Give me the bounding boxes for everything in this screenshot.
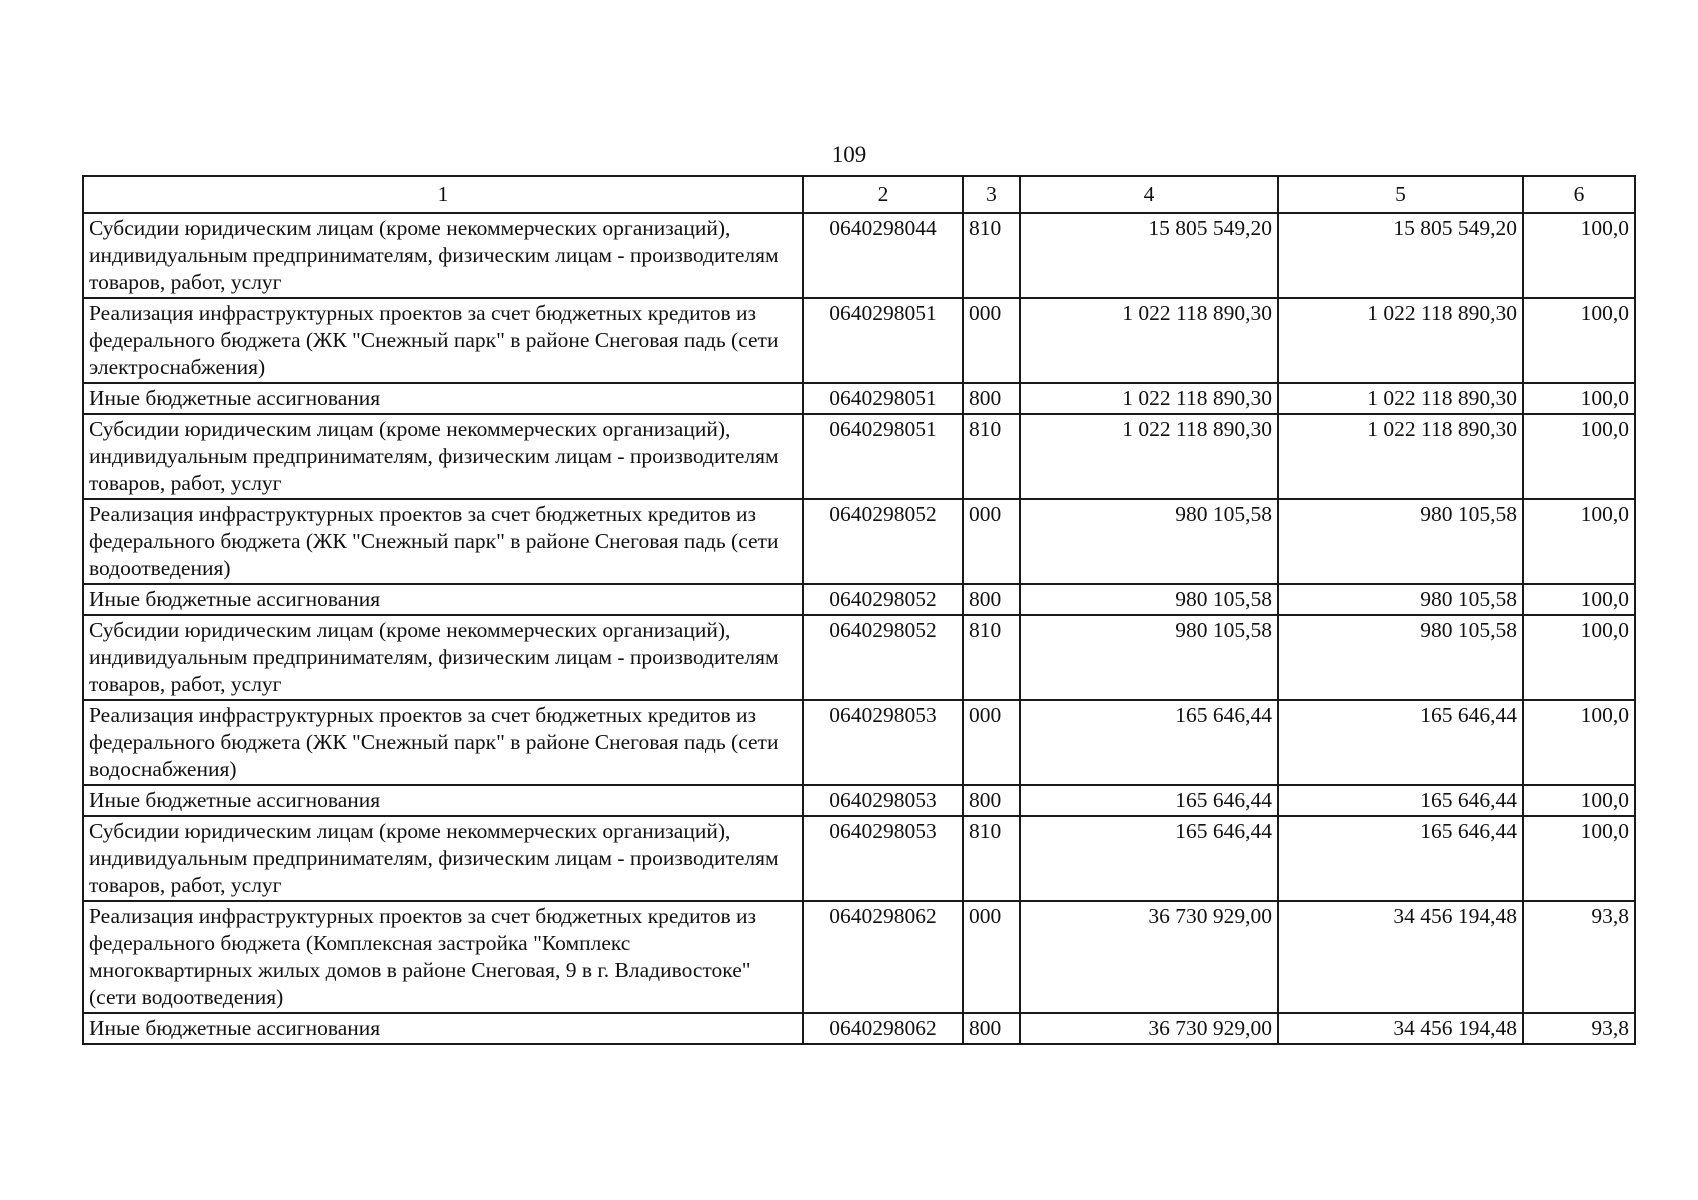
row-percent: 93,8 <box>1523 1013 1635 1044</box>
row-name: Субсидии юридическим лицам (кроме некоммерческих организаций), индивидуальным предпринимателям, физическим лицам - производителям товаров, работ, услуг <box>83 414 803 499</box>
row-planned-amount: 165 646,44 <box>1020 785 1278 816</box>
row-name: Реализация инфраструктурных проектов за счет бюджетных кредитов из федерального бюджета (ЖК "Снежный парк" в районе Снеговая падь (сети водоотведения) <box>83 499 803 584</box>
row-name: Субсидии юридическим лицам (кроме некоммерческих организаций), индивидуальным предпринимателям, физическим лицам - производителям товаров, работ, услуг <box>83 213 803 298</box>
row-actual-amount: 34 456 194,48 <box>1278 901 1523 1013</box>
column-header: 1 <box>83 176 803 213</box>
row-actual-amount: 1 022 118 890,30 <box>1278 414 1523 499</box>
row-actual-amount: 980 105,58 <box>1278 584 1523 615</box>
row-code: 0640298052 <box>803 584 963 615</box>
table-row <box>83 816 1635 901</box>
row-actual-amount: 165 646,44 <box>1278 700 1523 785</box>
row-actual-amount: 34 456 194,48 <box>1278 1013 1523 1044</box>
row-name: Субсидии юридическим лицам (кроме некоммерческих организаций), индивидуальным предпринимателям, физическим лицам - производителям товаров, работ, услуг <box>83 615 803 700</box>
row-expense-type: 000 <box>963 298 1020 383</box>
row-expense-type: 810 <box>963 816 1020 901</box>
row-code: 0640298052 <box>803 499 963 584</box>
row-planned-amount: 1 022 118 890,30 <box>1020 298 1278 383</box>
row-planned-amount: 980 105,58 <box>1020 615 1278 700</box>
row-code: 0640298053 <box>803 700 963 785</box>
row-actual-amount: 165 646,44 <box>1278 785 1523 816</box>
row-code: 0640298062 <box>803 901 963 1013</box>
row-code: 0640298044 <box>803 213 963 298</box>
row-percent: 100,0 <box>1523 213 1635 298</box>
row-name: Иные бюджетные ассигнования <box>83 785 803 816</box>
row-planned-amount: 1 022 118 890,30 <box>1020 414 1278 499</box>
column-header: 6 <box>1523 176 1635 213</box>
table-row <box>83 1013 1635 1044</box>
row-planned-amount: 1 022 118 890,30 <box>1020 383 1278 414</box>
row-planned-amount: 165 646,44 <box>1020 816 1278 901</box>
row-expense-type: 000 <box>963 700 1020 785</box>
row-planned-amount: 980 105,58 <box>1020 584 1278 615</box>
budget-table <box>82 175 1636 1045</box>
column-header: 3 <box>963 176 1020 213</box>
table-row <box>83 298 1635 383</box>
row-percent: 100,0 <box>1523 383 1635 414</box>
row-percent: 100,0 <box>1523 785 1635 816</box>
table-row <box>83 700 1635 785</box>
row-percent: 100,0 <box>1523 499 1635 584</box>
row-percent: 100,0 <box>1523 700 1635 785</box>
row-actual-amount: 980 105,58 <box>1278 499 1523 584</box>
table-row <box>83 785 1635 816</box>
row-percent: 100,0 <box>1523 584 1635 615</box>
row-name: Субсидии юридическим лицам (кроме некоммерческих организаций), индивидуальным предпринимателям, физическим лицам - производителям товаров, работ, услуг <box>83 816 803 901</box>
row-expense-type: 810 <box>963 213 1020 298</box>
row-code: 0640298062 <box>803 1013 963 1044</box>
row-expense-type: 000 <box>963 499 1020 584</box>
row-actual-amount: 1 022 118 890,30 <box>1278 383 1523 414</box>
row-name: Реализация инфраструктурных проектов за счет бюджетных кредитов из федерального бюджета (Комплексная застройка "Комплекс многоквартирных жилых домов в районе Снеговая, 9 в г. Владивостоке" (сети водоотведения) <box>83 901 803 1013</box>
row-code: 0640298052 <box>803 615 963 700</box>
row-expense-type: 000 <box>963 901 1020 1013</box>
row-code: 0640298051 <box>803 414 963 499</box>
header-row <box>83 176 1635 213</box>
column-header: 5 <box>1278 176 1523 213</box>
row-percent: 100,0 <box>1523 414 1635 499</box>
table-row <box>83 213 1635 298</box>
row-name: Иные бюджетные ассигнования <box>83 584 803 615</box>
row-expense-type: 800 <box>963 1013 1020 1044</box>
row-percent: 100,0 <box>1523 298 1635 383</box>
row-actual-amount: 1 022 118 890,30 <box>1278 298 1523 383</box>
row-code: 0640298053 <box>803 785 963 816</box>
row-code: 0640298051 <box>803 383 963 414</box>
row-expense-type: 810 <box>963 414 1020 499</box>
row-percent: 93,8 <box>1523 901 1635 1013</box>
row-planned-amount: 15 805 549,20 <box>1020 213 1278 298</box>
table-row <box>83 383 1635 414</box>
column-header: 2 <box>803 176 963 213</box>
row-actual-amount: 980 105,58 <box>1278 615 1523 700</box>
row-planned-amount: 36 730 929,00 <box>1020 1013 1278 1044</box>
row-planned-amount: 980 105,58 <box>1020 499 1278 584</box>
row-expense-type: 800 <box>963 785 1020 816</box>
row-name: Реализация инфраструктурных проектов за счет бюджетных кредитов из федерального бюджета (ЖК "Снежный парк" в районе Снеговая падь (сети водоснабжения) <box>83 700 803 785</box>
row-percent: 100,0 <box>1523 615 1635 700</box>
table-row <box>83 584 1635 615</box>
row-actual-amount: 15 805 549,20 <box>1278 213 1523 298</box>
row-actual-amount: 165 646,44 <box>1278 816 1523 901</box>
row-code: 0640298051 <box>803 298 963 383</box>
row-name: Реализация инфраструктурных проектов за счет бюджетных кредитов из федерального бюджета (ЖК "Снежный парк" в районе Снеговая падь (сети электроснабжения) <box>83 298 803 383</box>
row-code: 0640298053 <box>803 816 963 901</box>
row-expense-type: 800 <box>963 584 1020 615</box>
table-row <box>83 499 1635 584</box>
row-name: Иные бюджетные ассигнования <box>83 1013 803 1044</box>
page-number: 109 <box>831 142 867 167</box>
table-row <box>83 615 1635 700</box>
table-row <box>83 901 1635 1013</box>
row-expense-type: 800 <box>963 383 1020 414</box>
row-name: Иные бюджетные ассигнования <box>83 383 803 414</box>
column-header: 4 <box>1020 176 1278 213</box>
row-planned-amount: 36 730 929,00 <box>1020 901 1278 1013</box>
row-percent: 100,0 <box>1523 816 1635 901</box>
row-planned-amount: 165 646,44 <box>1020 700 1278 785</box>
row-expense-type: 810 <box>963 615 1020 700</box>
table-row <box>83 414 1635 499</box>
